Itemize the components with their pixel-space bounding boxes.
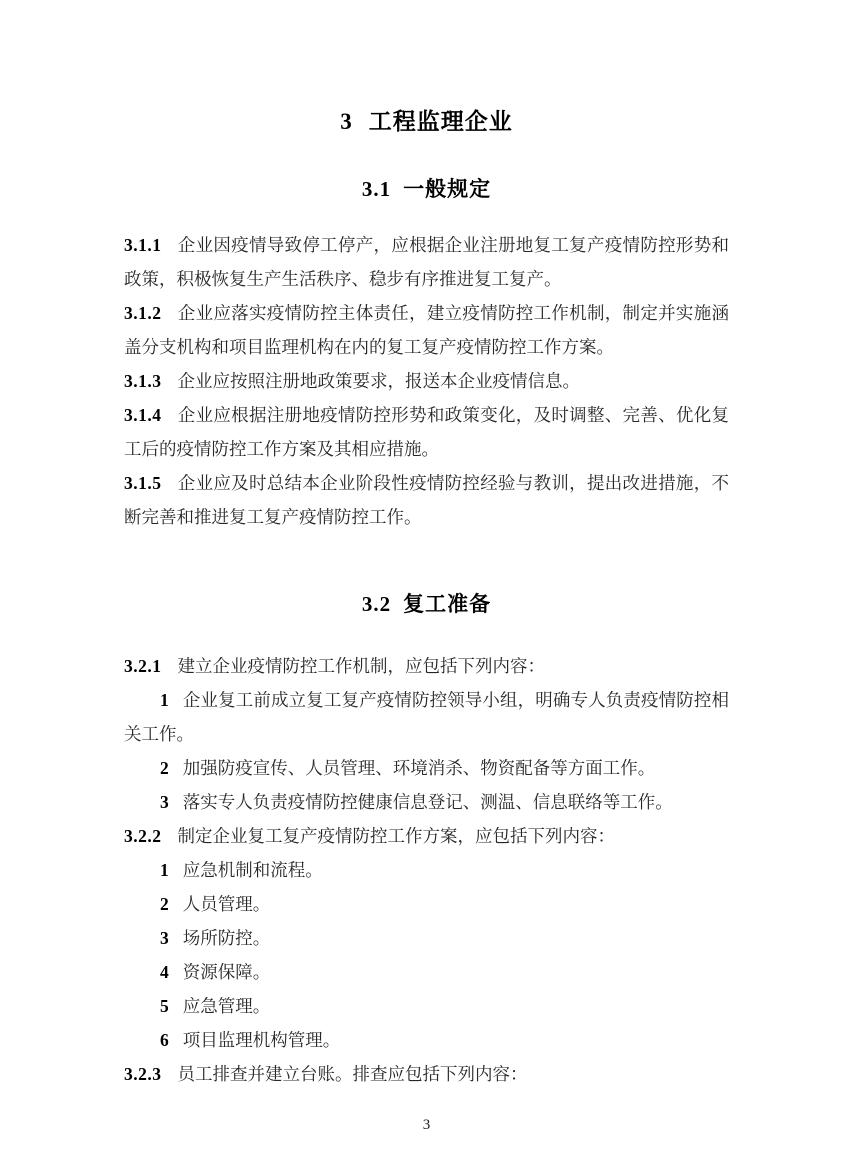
item-number: 2	[160, 758, 169, 778]
item-number: 3	[160, 792, 169, 812]
clause-3-2-1	[124, 649, 729, 683]
clause-number: 3.1.3	[124, 371, 162, 391]
clause-text: 企业应及时总结本企业阶段性疫情防控经验与教训，提出改进措施，不断完善和推进复工复产疫情防控工作。	[124, 473, 729, 527]
clause-text: 建立企业疫情防控工作机制，应包括下列内容：	[177, 656, 545, 676]
chapter-number: 3	[340, 109, 353, 134]
item-number: 2	[160, 894, 169, 914]
item-text: 场所防控。	[182, 928, 271, 948]
item-number: 4	[160, 962, 169, 982]
section-3-2-body	[124, 649, 729, 1091]
item-text: 加强防疫宣传、人员管理、环境消杀、物资配备等方面工作。	[182, 758, 656, 778]
section-title-text: 一般规定	[403, 178, 492, 201]
page-number: 3	[422, 1117, 431, 1133]
list-item-3-2-2-5	[124, 989, 729, 1023]
clause-3-2-3	[124, 1057, 729, 1091]
clause-3-1-2	[124, 296, 729, 364]
clause-text: 企业应根据注册地疫情防控形势和政策变化，及时调整、完善、优化复工后的疫情防控工作方案及其相应措施。	[124, 405, 729, 459]
clause-text: 企业应落实疫情防控主体责任，建立疫情防控工作机制，制定并实施涵盖分支机构和项目监理机构在内的复工复产疫情防控工作方案。	[124, 303, 729, 357]
section-3-1-body	[124, 228, 729, 534]
clause-3-1-1	[124, 228, 729, 296]
clause-number: 3.2.2	[124, 826, 162, 846]
section-number: 3.1	[361, 177, 392, 201]
clause-3-1-5	[124, 466, 729, 534]
item-number: 1	[160, 690, 169, 710]
item-text: 项目监理机构管理。	[182, 1030, 341, 1050]
clause-number: 3.2.1	[124, 656, 162, 676]
clause-text: 企业因疫情导致停工停产，应根据企业注册地复工复产疫情防控形势和政策，积极恢复生产生活秩序、稳步有序推进复工复产。	[124, 235, 729, 289]
item-text: 应急机制和流程。	[182, 860, 323, 880]
section-title-text: 复工准备	[403, 593, 492, 616]
clause-number: 3.2.3	[124, 1064, 162, 1084]
list-item-3-2-2-1	[124, 853, 729, 887]
item-number: 3	[160, 928, 169, 948]
clause-number: 3.1.4	[124, 405, 162, 425]
list-item-3-2-1-2	[124, 751, 729, 785]
clause-3-1-3	[124, 364, 729, 398]
clause-3-2-2	[124, 819, 729, 853]
clause-number: 3.1.2	[124, 303, 162, 323]
item-text: 企业复工前成立复工复产疫情防控领导小组，明确专人负责疫情防控相关工作。	[124, 690, 729, 744]
list-item-3-2-1-1	[124, 683, 729, 751]
item-text: 人员管理。	[182, 894, 271, 914]
item-text: 落实专人负责疫情防控健康信息登记、测温、信息联络等工作。	[182, 792, 673, 812]
item-text: 资源保障。	[182, 962, 271, 982]
section-heading-3-2	[124, 590, 729, 619]
list-item-3-2-2-6	[124, 1023, 729, 1057]
item-number: 6	[160, 1030, 169, 1050]
clause-number: 3.1.1	[124, 235, 162, 255]
chapter-title-text: 工程监理企业	[368, 108, 513, 134]
item-number: 1	[160, 860, 169, 880]
list-item-3-2-2-2	[124, 887, 729, 921]
list-item-3-2-2-4	[124, 955, 729, 989]
clause-3-1-4	[124, 398, 729, 466]
clause-text: 企业应按照注册地政策要求，报送本企业疫情信息。	[177, 371, 580, 391]
section-heading-3-1	[124, 175, 729, 204]
clause-number: 3.1.5	[124, 473, 162, 493]
chapter-title	[124, 0, 729, 137]
clause-text: 员工排查并建立台账。排查应包括下列内容：	[177, 1064, 528, 1084]
item-text: 应急管理。	[182, 996, 271, 1016]
item-number: 5	[160, 996, 169, 1016]
clause-text: 制定企业复工复产疫情防控工作方案，应包括下列内容：	[177, 826, 615, 846]
list-item-3-2-1-3	[124, 785, 729, 819]
section-number: 3.2	[361, 592, 392, 616]
list-item-3-2-2-3	[124, 921, 729, 955]
